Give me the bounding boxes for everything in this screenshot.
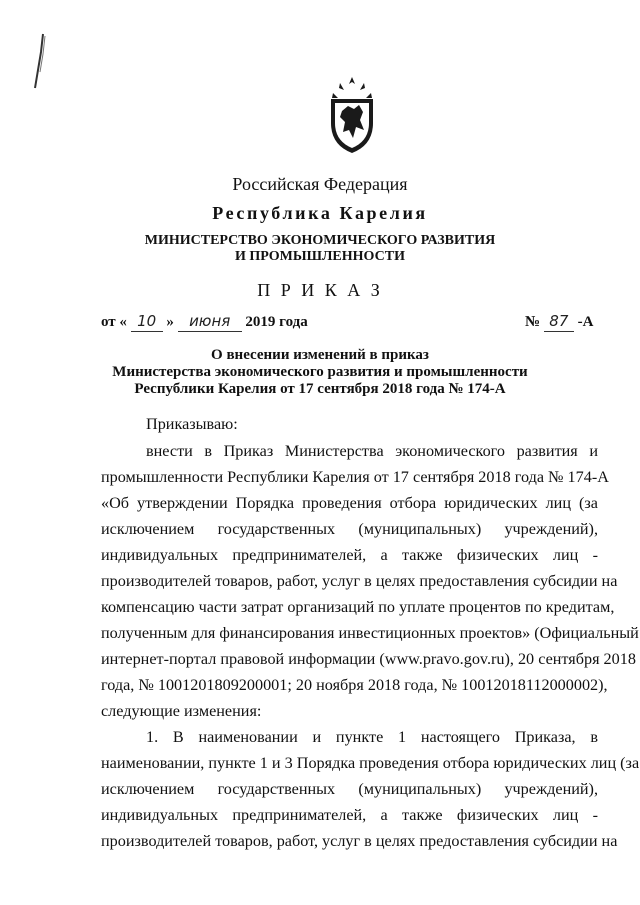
body-line: производителей товаров, работ, услуг в целях предоставления субсидии на [101,832,618,850]
binding-mark-icon [28,32,48,90]
document-type: П Р И К А З [257,280,383,300]
date-day-field [131,312,163,332]
title-line-2: Министерства экономического развития и промышленности [112,364,528,380]
body-line: внести в Приказ Министерства экономического развития и [146,442,598,460]
body-line: полученным для финансирования инвестиционных проектов» (Официальный [101,624,639,642]
date-month: июня [189,312,231,330]
body-line: исключением государственных (муниципальных) учреждений), [101,520,598,538]
body-line: наименовании, пункте 1 и 3 Порядка проведения отбора юридических лиц (за [101,754,640,772]
order-date [101,312,308,332]
body-line: исключением государственных (муниципальных) учреждений), [101,780,598,798]
body-line: производителей товаров, работ, услуг в целях предоставления субсидии на [101,572,618,590]
date-year: 2019 года [245,314,308,330]
body-line: интернет-портал правовой информации (www.pravo.gov.ru), 20 сентября 2018 [101,650,636,668]
number-field [544,312,574,332]
country-name: Российская Федерация [232,174,408,194]
body-line: индивидуальных предпринимателей, а также физических лиц - [101,546,598,564]
order-word: Приказываю: [146,415,238,433]
number-prefix: № [525,314,541,330]
body-line: индивидуальных предпринимателей, а также физических лиц - [101,806,598,824]
body-line: следующие изменения: [101,702,262,720]
number-value: 87 [549,312,569,330]
date-day: 10 [137,312,157,330]
body-line: промышленности Республики Карелия от 17 сентября 2018 года № 174-А [101,468,609,486]
body-line: компенсацию части затрат организаций по уплате процентов по кредитам, [101,598,615,616]
body-line: «Об утверждении Порядка проведения отбора юридических лиц (за [101,494,598,512]
order-number [525,312,593,332]
ministry-line-1: МИНИСТЕРСТВО ЭКОНОМИЧЕСКОГО РАЗВИТИЯ [144,233,496,248]
republic-name: Республика Карелия [212,203,428,223]
ministry-line-2: И ПРОМЫШЛЕННОСТИ [235,249,405,264]
title-line-3: Республики Карелия от 17 сентября 2018 года № 174-А [134,381,506,397]
body-line: 1. В наименовании и пункте 1 настоящего Приказа, в [146,728,598,746]
date-prefix: от « [101,314,127,330]
date-month-field [178,312,242,332]
date-mid: » [166,314,174,330]
coat-of-arms-icon [328,75,376,155]
title-line-1: О внесении изменений в приказ [211,347,429,363]
number-suffix: -А [577,314,594,330]
body-line: года, № 1001201809200001; 20 ноября 2018 года, № 10012018112000002), [101,676,608,694]
